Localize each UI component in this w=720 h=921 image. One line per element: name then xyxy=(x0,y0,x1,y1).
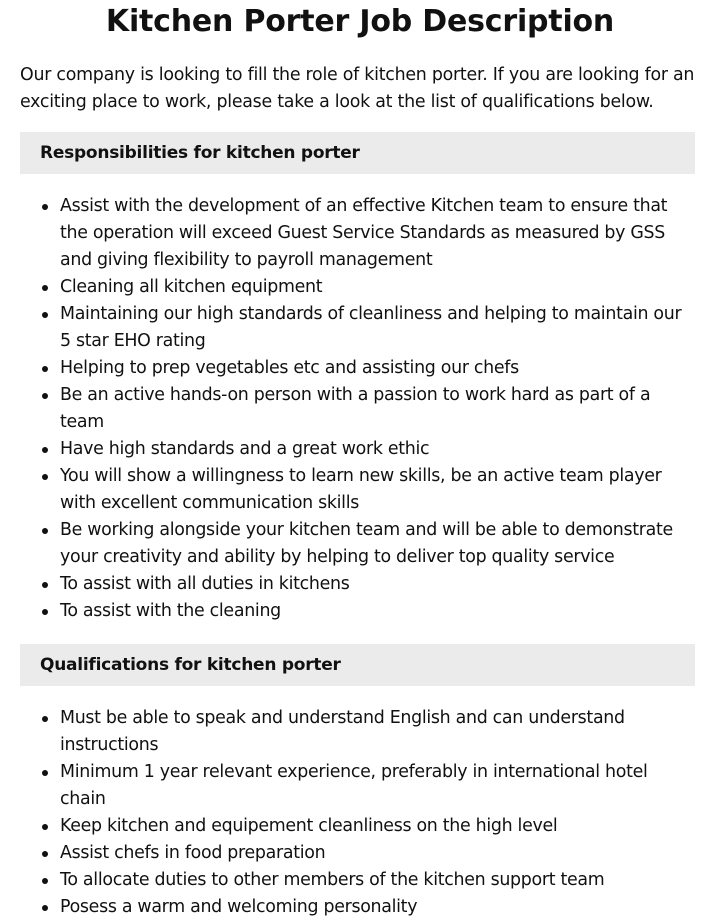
list-item: You will show a willingness to learn new skills, be an active team player with excellent communication skills xyxy=(60,463,695,517)
list-item: Keep kitchen and equipement cleanliness on the high level xyxy=(60,813,695,840)
list-item: Assist with the development of an effective Kitchen team to ensure that the operation will exceed Guest Service Standards as measured by GSS and giving flexibility to payroll management xyxy=(60,193,695,274)
qualifications-section xyxy=(0,644,720,921)
qualifications-heading: Qualifications for kitchen porter xyxy=(20,644,695,686)
qualifications-list xyxy=(20,705,695,921)
list-item: To assist with all duties in kitchens xyxy=(60,571,695,598)
list-item: To allocate duties to other members of the kitchen support team xyxy=(60,867,695,894)
responsibilities-heading: Responsibilities for kitchen porter xyxy=(20,132,695,174)
list-item: Minimum 1 year relevant experience, preferably in international hotel chain xyxy=(60,759,695,813)
responsibilities-list xyxy=(20,193,695,625)
list-item: Cleaning all kitchen equipment xyxy=(60,274,695,301)
list-item: Must be able to speak and understand English and can understand instructions xyxy=(60,705,695,759)
list-item: Be an active hands-on person with a passion to work hard as part of a team xyxy=(60,382,695,436)
list-item: Be working alongside your kitchen team and will be able to demonstrate your creativity and ability by helping to deliver top quality service xyxy=(60,517,695,571)
list-item: Posess a warm and welcoming personality xyxy=(60,894,695,921)
list-item: To assist with the cleaning xyxy=(60,598,695,625)
list-item: Maintaining our high standards of cleanliness and helping to maintain our 5 star EHO rating xyxy=(60,301,695,355)
page-title: Kitchen Porter Job Description xyxy=(105,4,615,39)
responsibilities-section xyxy=(0,132,720,625)
intro-paragraph: Our company is looking to fill the role of kitchen porter. If you are looking for an exciting place to work, please take a look at the list of qualifications below. xyxy=(20,65,695,112)
list-item: Helping to prep vegetables etc and assisting our chefs xyxy=(60,355,695,382)
list-item: Assist chefs in food preparation xyxy=(60,840,695,867)
list-item: Have high standards and a great work ethic xyxy=(60,436,695,463)
